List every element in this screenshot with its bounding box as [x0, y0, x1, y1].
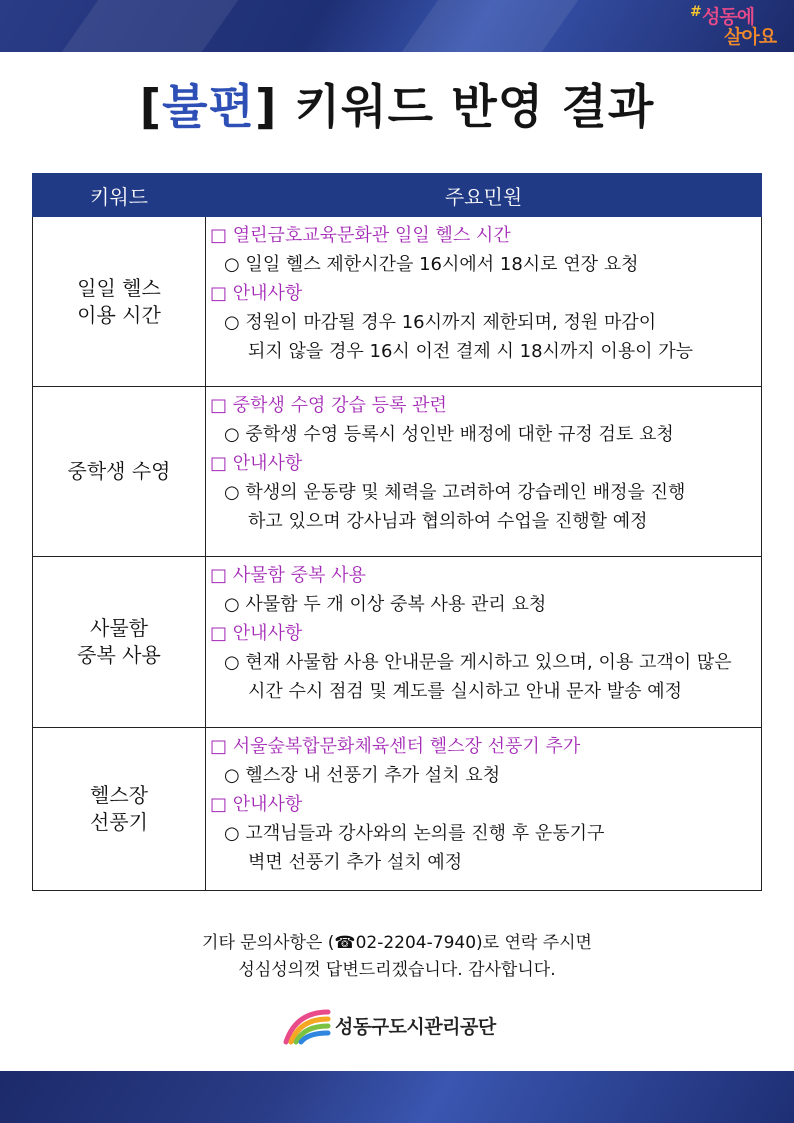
complaint-cell [206, 557, 762, 728]
section-heading: □ 안내사항 [210, 453, 303, 474]
page-title [0, 70, 794, 137]
campaign-badge [690, 4, 782, 48]
keyword-cell [33, 557, 206, 728]
keyword-text: 일일 헬스 [77, 275, 161, 300]
keyword-table [32, 173, 762, 891]
badge-line2: 살아요 [724, 26, 777, 48]
keyword-text: 사물함 [90, 616, 148, 640]
section-heading: □ 안내사항 [210, 283, 303, 304]
table-header-row [33, 174, 762, 217]
keyword-text: 중학생 수영 [67, 459, 171, 483]
keyword-cell [33, 387, 206, 557]
bullet-item: ○ 헬스장 내 선풍기 추가 설치 요청 [224, 765, 501, 786]
bullet-item: ○ 정원이 마감될 경우 16시까지 제한되며, 정원 마감이 [224, 312, 657, 333]
section-heading: □ 서울숲복합문화체육센터 헬스장 선풍기 추가 [210, 736, 581, 757]
keyword-text: 헬스장 [90, 783, 148, 807]
bullet-continuation: 벽면 선풍기 추가 설치 예정 [248, 852, 463, 873]
bullet-continuation: 시간 수시 점검 및 계도를 실시하고 안내 문자 발송 예정 [248, 681, 683, 702]
badge-hash: # [690, 4, 702, 20]
banner-streak [402, 0, 578, 52]
bullet-item: ○ 학생의 운동량 및 체력을 고려하여 강습레인 배정을 진행 [224, 482, 686, 503]
bullet-item: ○ 중학생 수영 등록시 성인반 배정에 대한 규정 검토 요청 [224, 424, 674, 445]
bullet-item: ○ 고객님들과 강사와의 논의를 진행 후 운동기구 [224, 823, 605, 844]
section-heading: □ 중학생 수영 강습 등록 관련 [210, 395, 447, 416]
org-name: 성동구도시관리공단 [335, 1016, 496, 1038]
keyword-cell [33, 728, 206, 891]
banner-streak [62, 0, 238, 52]
col-keyword-header: 키워드 [33, 174, 206, 217]
table-body [33, 217, 762, 891]
title-rest: 키워드 반영 결과 [277, 80, 655, 135]
keyword-text: 중복 사용 [77, 643, 161, 667]
title-highlight: 불편 [162, 80, 255, 135]
rainbow-logo-icon [282, 1002, 332, 1046]
bullet-item: ○ 일일 헬스 제한시간을 16시에서 18시로 연장 요청 [224, 254, 639, 275]
section-heading: □ 안내사항 [210, 794, 303, 815]
col-complaint-header: 주요민원 [206, 174, 762, 217]
contact-line-2: 성심성의껏 답변드리겠습니다. 감사합니다. [238, 960, 556, 980]
section-heading: □ 열린금호교육문화관 일일 헬스 시간 [210, 225, 511, 246]
table-row [33, 728, 762, 891]
keyword-cell [33, 217, 206, 387]
bullet-item: ○ 현재 사물함 사용 안내문을 게시하고 있으며, 이용 고객이 많은 [224, 652, 732, 673]
bullet-continuation: 하고 있으며 강사님과 협의하여 수업을 진행할 예정 [248, 511, 648, 532]
bullet-continuation: 되지 않을 경우 16시 이전 결제 시 18시까지 이용이 가능 [248, 341, 694, 362]
table-row [33, 557, 762, 728]
bullet-item: ○ 사물함 두 개 이상 중복 사용 관리 요청 [224, 594, 547, 615]
complaint-cell [206, 217, 762, 387]
top-banner [0, 0, 794, 52]
complaint-cell [206, 728, 762, 891]
bottom-banner [0, 1071, 794, 1123]
contact-notice [0, 930, 794, 984]
title-bracket-close: ] [254, 80, 278, 135]
keyword-text: 선풍기 [90, 810, 148, 834]
table-row [33, 217, 762, 387]
badge-line1: 성동에 [702, 6, 755, 28]
section-heading: □ 사물함 중복 사용 [210, 565, 366, 586]
complaint-cell [206, 387, 762, 557]
org-logo [282, 1002, 522, 1046]
contact-line-1: 기타 문의사항은 (☎02-2204-7940)로 연락 주시면 [202, 933, 592, 953]
keyword-text: 이용 시간 [77, 302, 161, 327]
title-bracket-open: [ [139, 80, 163, 135]
section-heading: □ 안내사항 [210, 623, 303, 644]
table-row [33, 387, 762, 557]
